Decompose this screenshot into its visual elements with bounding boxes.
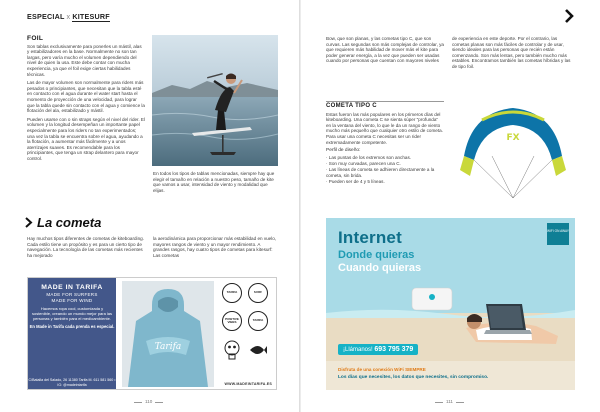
subsection-label: KITESURF (72, 12, 110, 21)
cometa-c-column (326, 101, 444, 185)
ad-url[interactable]: WWW.MADEINTARIFA.ES (224, 382, 272, 386)
intro-paragraph-2: de experiencia en este deporte. Por el contrario, las cometas planas son más fáciles de controlar y de usar, siendo ideales para las personas que recién están comenzando. Son más lentas, pero también mucho más estables. Encontramos también las cometas híbridas y las de tipo foil. (452, 36, 571, 69)
ad-footer-line-2: Los días que necesites, los datos que necesites, sin compromiso. (338, 375, 489, 380)
hoodie-photo (122, 281, 214, 387)
foil-paragraph-1: Son tablas exclusivamente para ponerles un mástil, alas y estabilizadores en la base. Normalmente no son tan largas, pero varía mucho el volumen dependiendo del nivel de quien la usa. Este debe contar con mucha experiencia, ya que el foil exige ciertas habilidades técnicas. (27, 43, 142, 77)
bullet-item: · Son muy curvadas, parecen una C. (326, 160, 401, 166)
brand-logo-2: SURF (248, 283, 268, 303)
cometa-c-paragraph: Estas fueron las más populares en los primeros días del kiteboarding. Una cometa C se sienta súper "profunda" en la ventana del viento, lo que le da un rango de viento mucho más pequeño que cualquier otro estilo de cometa. Para usar una cometa C necesitas ser un rider extremadamente competente. (326, 111, 443, 145)
page-gutter (299, 0, 301, 412)
foil-photo-caption: En todos los tipos de tablas mencionadas, siempre hay que elegir el tamaño en relación a nuestro peso, tamaño de kite que vamos a usar, intensidad de viento y modalidad que elijas. (153, 171, 275, 193)
ad-tagline: En Made in Tarifa cada prenda es especial. (29, 324, 115, 329)
foil-column (27, 36, 145, 164)
internet-ad[interactable] (326, 218, 575, 390)
chevron-right-icon (24, 217, 33, 228)
ad-footer (326, 361, 575, 390)
ad-internet-line-1: Donde quieras (338, 249, 415, 261)
chevron-right-icon[interactable] (561, 8, 577, 24)
kite-photo (452, 98, 574, 204)
ad-line-2: MADE FOR WIND (51, 298, 93, 303)
page-number-right: 111 (446, 399, 453, 404)
ad-line-1: MADE FOR SURFERS (46, 292, 98, 297)
call-label: ¡Llámanos! (343, 347, 373, 353)
brand-logo-3: POSITIVE VIBES (222, 311, 242, 331)
skull-icon (222, 339, 242, 361)
page-number-left: 110 (145, 399, 153, 404)
fish-icon (248, 339, 268, 361)
brand-logo-4: TARIFA (248, 311, 268, 331)
ad-brand-logos (218, 281, 274, 376)
cometa-c-subheading: Perfil de diseño: (326, 148, 361, 154)
ad-internet-title: Internet (338, 228, 402, 247)
bullet-item: · Las líneas de cometa se adhieren directamente a la cometa, sin brida. (326, 166, 435, 178)
cometa-heading (24, 215, 101, 230)
intro-paragraph-1: Bow, que son planas, y las cometas tipo C, que son curvas. Las segundas son más complejas de controlar, ya que requieren más habilidad de mover más el kite para poder generar energía, a la vez que pueden ser usadas cuando por personas que cuentan con mayores niveles (326, 36, 444, 64)
section-tag (27, 12, 110, 21)
cometa-heading-text: La cometa (37, 215, 102, 230)
cometa-column-2 (153, 236, 278, 261)
brand-logo-1: TARIFA (222, 283, 242, 303)
svg-text:Tarifa: Tarifa (154, 342, 182, 352)
cometa-c-bullets (326, 155, 444, 184)
cometa-column-1 (27, 236, 145, 261)
ad-text-panel (28, 278, 116, 390)
cometa-paragraph-2: la aerodinámica para proporcionar más estabilidad en vuelo, mayores rangos de viento y un mayor rendimiento. A grandes rasgos, hay cuatro tipos de cometas para kitesurf: Las cometas (153, 236, 277, 258)
ad-title: MADE IN TARIFA (41, 284, 103, 291)
foil-rider-photo (152, 35, 278, 166)
intro-column-1 (326, 36, 444, 67)
ad-address: C/Batalla del Salado, 26 11380 Tarifa M. 611 581 560 • IG: @madeintarifa (28, 378, 116, 387)
ad-body: Hacemos ropa cool, customizada y sostenible, creando un mundo mejor para las personas y también para el medioambiente. (31, 306, 113, 321)
folio-left (131, 399, 166, 404)
folio-right (432, 399, 467, 404)
section-separator: x (66, 12, 71, 21)
bullet-item: · Las puntas de los extremos son anchas. (326, 154, 412, 160)
foil-heading: FOIL (27, 35, 44, 42)
made-in-tarifa-ad[interactable] (27, 277, 277, 390)
wifi-brand-logo: WIFI ON AWAY (547, 223, 569, 245)
ad-internet-line-2: Cuando quieras (338, 262, 422, 274)
bullet-item: · Pueden ser de 4 y 5 líneas. (326, 178, 385, 184)
section-label: ESPECIAL (27, 12, 65, 21)
cometa-paragraph-1: Hay muchos tipos diferentes de cometas de kiteboarding. Cada estilo tiene un propósito y es para un cierto tipo de navegación. La tecnología de las cometas más recientes ha mejorado (27, 236, 144, 258)
call-button[interactable] (338, 344, 418, 355)
foil-paragraph-2: Las de mayor volumen son normalmente para riders más pesados o principiantes, que necesitan que la tabla esté en contacto con el agua durante el water start hasta el momento de proyección de una velocidad, para lograr que la tabla quede sin contacto con el agua y comience la flotación del ala, estabilizado y mástil. (27, 80, 145, 114)
cometa-c-heading: COMETA TIPO C (326, 101, 444, 110)
svg-text:FX: FX (506, 133, 520, 143)
intro-column-2 (452, 36, 573, 73)
foil-paragraph-3: Pueden usarse con o sin straps según el nivel del rider. El volumen y la longitud desempeñan un importante papel especialmente para los riders no tan experimentados; una vez la tabla se encuentra sobre el agua, ayudando a la flotación, a aumentar más fácilmente y a unos aterrizajes suaves. Es recomendable para los principiantes, que tenga un strap delantero para mayor control. (27, 116, 145, 161)
ad-footer-line-1: Disfruta de una conexión WiFi SIEMPRE (338, 367, 426, 372)
phone-number: 693 795 379 (374, 346, 414, 353)
